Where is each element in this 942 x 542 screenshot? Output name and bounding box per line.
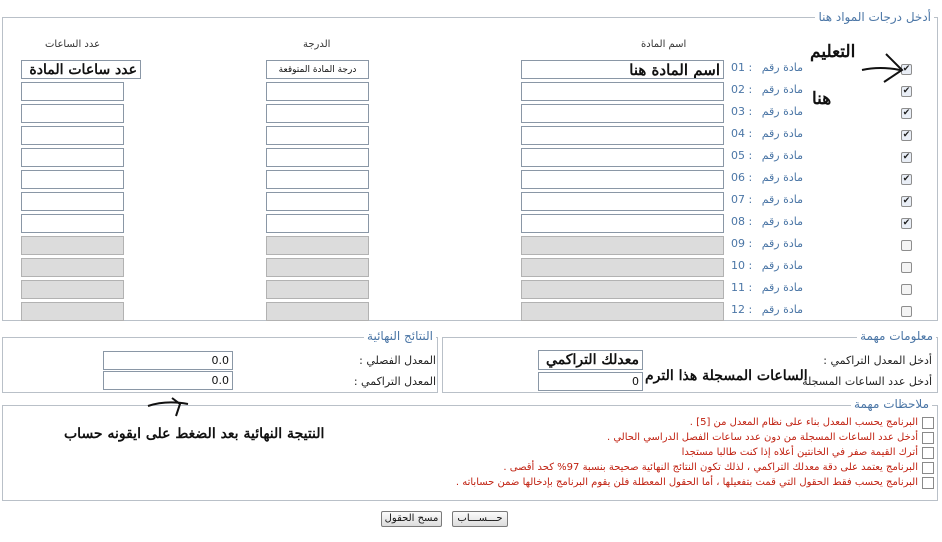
final-results-legend: النتائج النهائية [364,329,436,343]
hours-hint-text: الساعات المسجلة هذا الترم [645,368,808,384]
subject-row-label: مادة رقم [761,281,803,294]
subject-name-input[interactable] [521,148,724,167]
subject-enable-checkbox[interactable]: ✔ [902,130,911,140]
subject-row-label: مادة رقم [761,83,803,96]
subject-grade-input[interactable] [266,82,369,101]
note-item: البرنامج يحسب فقط الحقول التي قمت بتفعيلها ، أما الحقول المعطلة فلن يقوم البرنامج بإدخالها ضمن حساباته . [455,477,918,488]
subject-hours-input[interactable] [21,60,141,79]
subject-hours-input[interactable] [21,82,124,101]
subject-row-label: مادة رقم [761,127,803,140]
subject-grade-input[interactable] [266,126,369,145]
subject-row-number: 11 : [731,281,753,294]
subject-name-input[interactable] [521,60,724,79]
cumulative-gpa-output[interactable] [103,371,233,390]
subject-row-number: 03 : [731,105,753,118]
subject-enable-checkbox[interactable]: ✔ [902,152,911,162]
subject-name-input[interactable] [521,302,724,321]
subject-enable-checkbox[interactable]: ✔ [902,86,911,96]
subject-grade-input[interactable] [266,170,369,189]
subject-row-number: 10 : [731,259,753,272]
col-header-subject-name: اسم المادة [641,39,687,50]
subject-row-number: 06 : [731,171,753,184]
subject-name-input[interactable] [521,82,724,101]
cumulative-gpa-result-label: المعدل التراكمي : [353,375,436,388]
semester-gpa-label: المعدل الفصلي : [359,354,436,367]
note-bullet-box [922,462,934,474]
clear-fields-button[interactable]: مسح الحقول [381,511,442,527]
note-bullet-box [922,432,934,444]
subject-hours-input[interactable] [21,170,124,189]
check-hint-text-2: هنا [812,89,832,109]
subject-grade-input[interactable] [266,148,369,167]
note-item: البرنامج يعتمد على دقة معدلك التراكمي ، لذلك تكون النتائج النهائية صحيحة بنسبة 97% كحد أقصى . [503,462,918,473]
subject-row-number: 02 : [731,83,753,96]
subject-row-number: 04 : [731,127,753,140]
subject-enable-checkbox[interactable]: ✔ [902,108,911,118]
subject-row-label: مادة رقم [761,193,803,206]
check-hint-text-1: التعليم [810,42,856,62]
cumulative-input-label: أدخل المعدل التراكمي : [823,354,932,367]
subject-row-number: 07 : [731,193,753,206]
subject-row-label: مادة رقم [761,303,803,316]
subject-name-input[interactable] [521,170,724,189]
semester-gpa-output[interactable] [103,351,233,370]
subject-enable-checkbox[interactable]: ✔ [902,64,911,74]
subject-enable-checkbox[interactable] [901,306,912,317]
subject-row-label: مادة رقم [761,149,803,162]
col-header-hours: عدد الساعات [45,39,101,50]
subject-grade-input[interactable] [266,280,369,299]
result-hint-text: النتيجة النهائية بعد الضغط على ايقونه حساب [64,426,325,442]
note-bullet-box [922,417,934,429]
subject-grade-input[interactable] [266,302,369,321]
subject-name-input[interactable] [521,236,724,255]
subject-name-input[interactable] [521,192,724,211]
note-item: أدخل عدد الساعات المسجلة من دون عدد ساعات الفصل الدراسي الحالي . [606,432,918,443]
notes-legend: ملاحظات مهمة [851,397,932,411]
subject-hours-input[interactable] [21,148,124,167]
arrow-up-icon [146,396,192,420]
subject-grade-input[interactable] [266,192,369,211]
registered-hours-input[interactable] [538,372,643,391]
hours-input-label: أدخل عدد الساعات المسجلة [802,375,932,388]
important-info-legend: معلومات مهمة [857,329,936,343]
subject-name-input[interactable] [521,258,724,277]
calculate-button[interactable]: حـــســـاب [452,511,508,527]
subject-name-input[interactable] [521,126,724,145]
subject-hours-input[interactable] [21,258,124,277]
note-bullet-box [922,447,934,459]
subject-hours-input[interactable] [21,126,124,145]
subject-hours-input[interactable] [21,280,124,299]
subject-hours-input[interactable] [21,192,124,211]
subject-row-number: 09 : [731,237,753,250]
arrow-right-icon [860,48,906,88]
subject-grade-input[interactable] [266,236,369,255]
subject-name-input[interactable] [521,104,724,123]
subject-row-label: مادة رقم [761,105,803,118]
subject-row-label: مادة رقم [761,61,803,74]
note-bullet-box [922,477,934,489]
subject-grade-input[interactable] [266,60,369,79]
subject-row-number: 08 : [731,215,753,228]
subject-grade-input[interactable] [266,214,369,233]
subject-row-number: 01 : [731,61,753,74]
subject-enable-checkbox[interactable] [901,284,912,295]
subject-hours-input[interactable] [21,214,124,233]
subject-row-label: مادة رقم [761,259,803,272]
note-item: البرنامج يحسب المعدل بناء على نظام المعدل من [5] . [689,417,918,428]
subject-row-label: مادة رقم [761,237,803,250]
subject-row-label: مادة رقم [761,171,803,184]
note-item: أترك القيمة صفر في الخانتين أعلاه إذا كنت طالبا مستجدا [681,447,918,458]
subject-grade-input[interactable] [266,258,369,277]
subject-hours-input[interactable] [21,302,124,321]
subject-name-input[interactable] [521,214,724,233]
subject-row-label: مادة رقم [761,215,803,228]
subject-row-number: 12 : [731,303,753,316]
subject-enable-checkbox[interactable] [901,240,912,251]
cumulative-gpa-input[interactable] [538,350,643,370]
subject-enable-checkbox[interactable] [901,262,912,273]
subject-name-input[interactable] [521,280,724,299]
subject-grade-input[interactable] [266,104,369,123]
subject-enable-checkbox[interactable]: ✔ [902,196,911,206]
subject-row-number: 05 : [731,149,753,162]
col-header-grade: الدرجة [303,39,331,50]
subject-hours-input[interactable] [21,236,124,255]
subject-enable-checkbox[interactable]: ✔ [902,174,911,184]
subject-enable-checkbox[interactable]: ✔ [902,218,911,228]
subjects-legend: أدخل درجات المواد هنا [815,10,934,24]
subject-hours-input[interactable] [21,104,124,123]
